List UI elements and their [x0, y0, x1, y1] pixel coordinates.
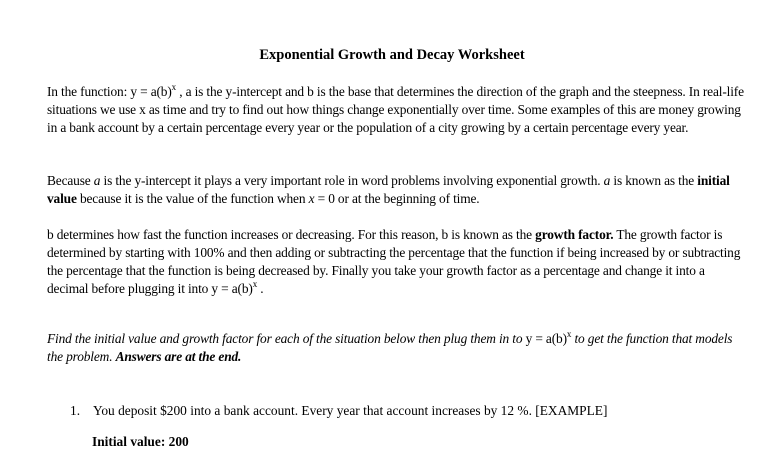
text-segment: because it is the value of the function when: [76, 191, 309, 206]
variable-a: a: [603, 173, 611, 188]
formula: y = a(b): [525, 331, 567, 346]
intro-text-rest: , a is the y-intercept and b is the base that determines the direction of the graph and the steepness. In real-life situations we use x as time and try to find out how things change exponentially over time. Some examples of this are money growing in a bank account by a certain percentage every year or the population of a city growing by a certain percentage every year.: [47, 84, 744, 135]
text-segment: = 0 or at the beginning of time.: [314, 191, 480, 206]
initial-value-paragraph: [47, 172, 747, 208]
exponent: x: [171, 82, 177, 92]
text-segment: Because: [47, 173, 94, 188]
growth-factor-paragraph: [47, 226, 747, 298]
text-segment: Find the initial value and growth factor for each of the situation below then plug them in to: [47, 331, 526, 346]
text-segment: is the y-intercept it plays a very important role in word problems involving exponential growth.: [100, 173, 604, 188]
term-initial-value: initial value: [47, 173, 730, 206]
variable-a: a: [93, 173, 101, 188]
worksheet-title: Exponential Growth and Decay Worksheet: [259, 47, 525, 63]
problem-number: 1.: [70, 403, 81, 418]
variable-x: x: [308, 191, 315, 206]
answers-note: Answers are at the end.: [115, 349, 242, 364]
term-growth-factor: growth factor.: [535, 227, 614, 242]
text-segment: .: [257, 281, 264, 296]
exponent: x: [252, 279, 258, 289]
text-segment: to get the function that models the problem.: [47, 331, 733, 364]
text-segment: b determines how fast the function increases or decreasing. For this reason, b is known as the: [47, 227, 536, 242]
text-segment: The growth factor is determined by starting with 100% and then adding or subtracting the percentage that the function if being increased by or subtracting the percentage that the function is being decreased by. Finally you take your growth factor as a percentage and change it into a decimal before plugging it into y = a(b): [47, 227, 741, 296]
problem-item: [70, 402, 760, 420]
text-segment: is known as the: [610, 173, 698, 188]
problem-text: You deposit $200 into a bank account. Every year that account increases by 12 %. [EXAMPLE]: [93, 403, 608, 418]
instructions-paragraph: [47, 330, 747, 366]
intro-paragraph: [47, 83, 747, 137]
initial-value-answer: Initial value: 200: [92, 434, 189, 449]
exponent: x: [566, 329, 572, 339]
intro-text-start: In the function: y = a(b): [47, 84, 172, 99]
